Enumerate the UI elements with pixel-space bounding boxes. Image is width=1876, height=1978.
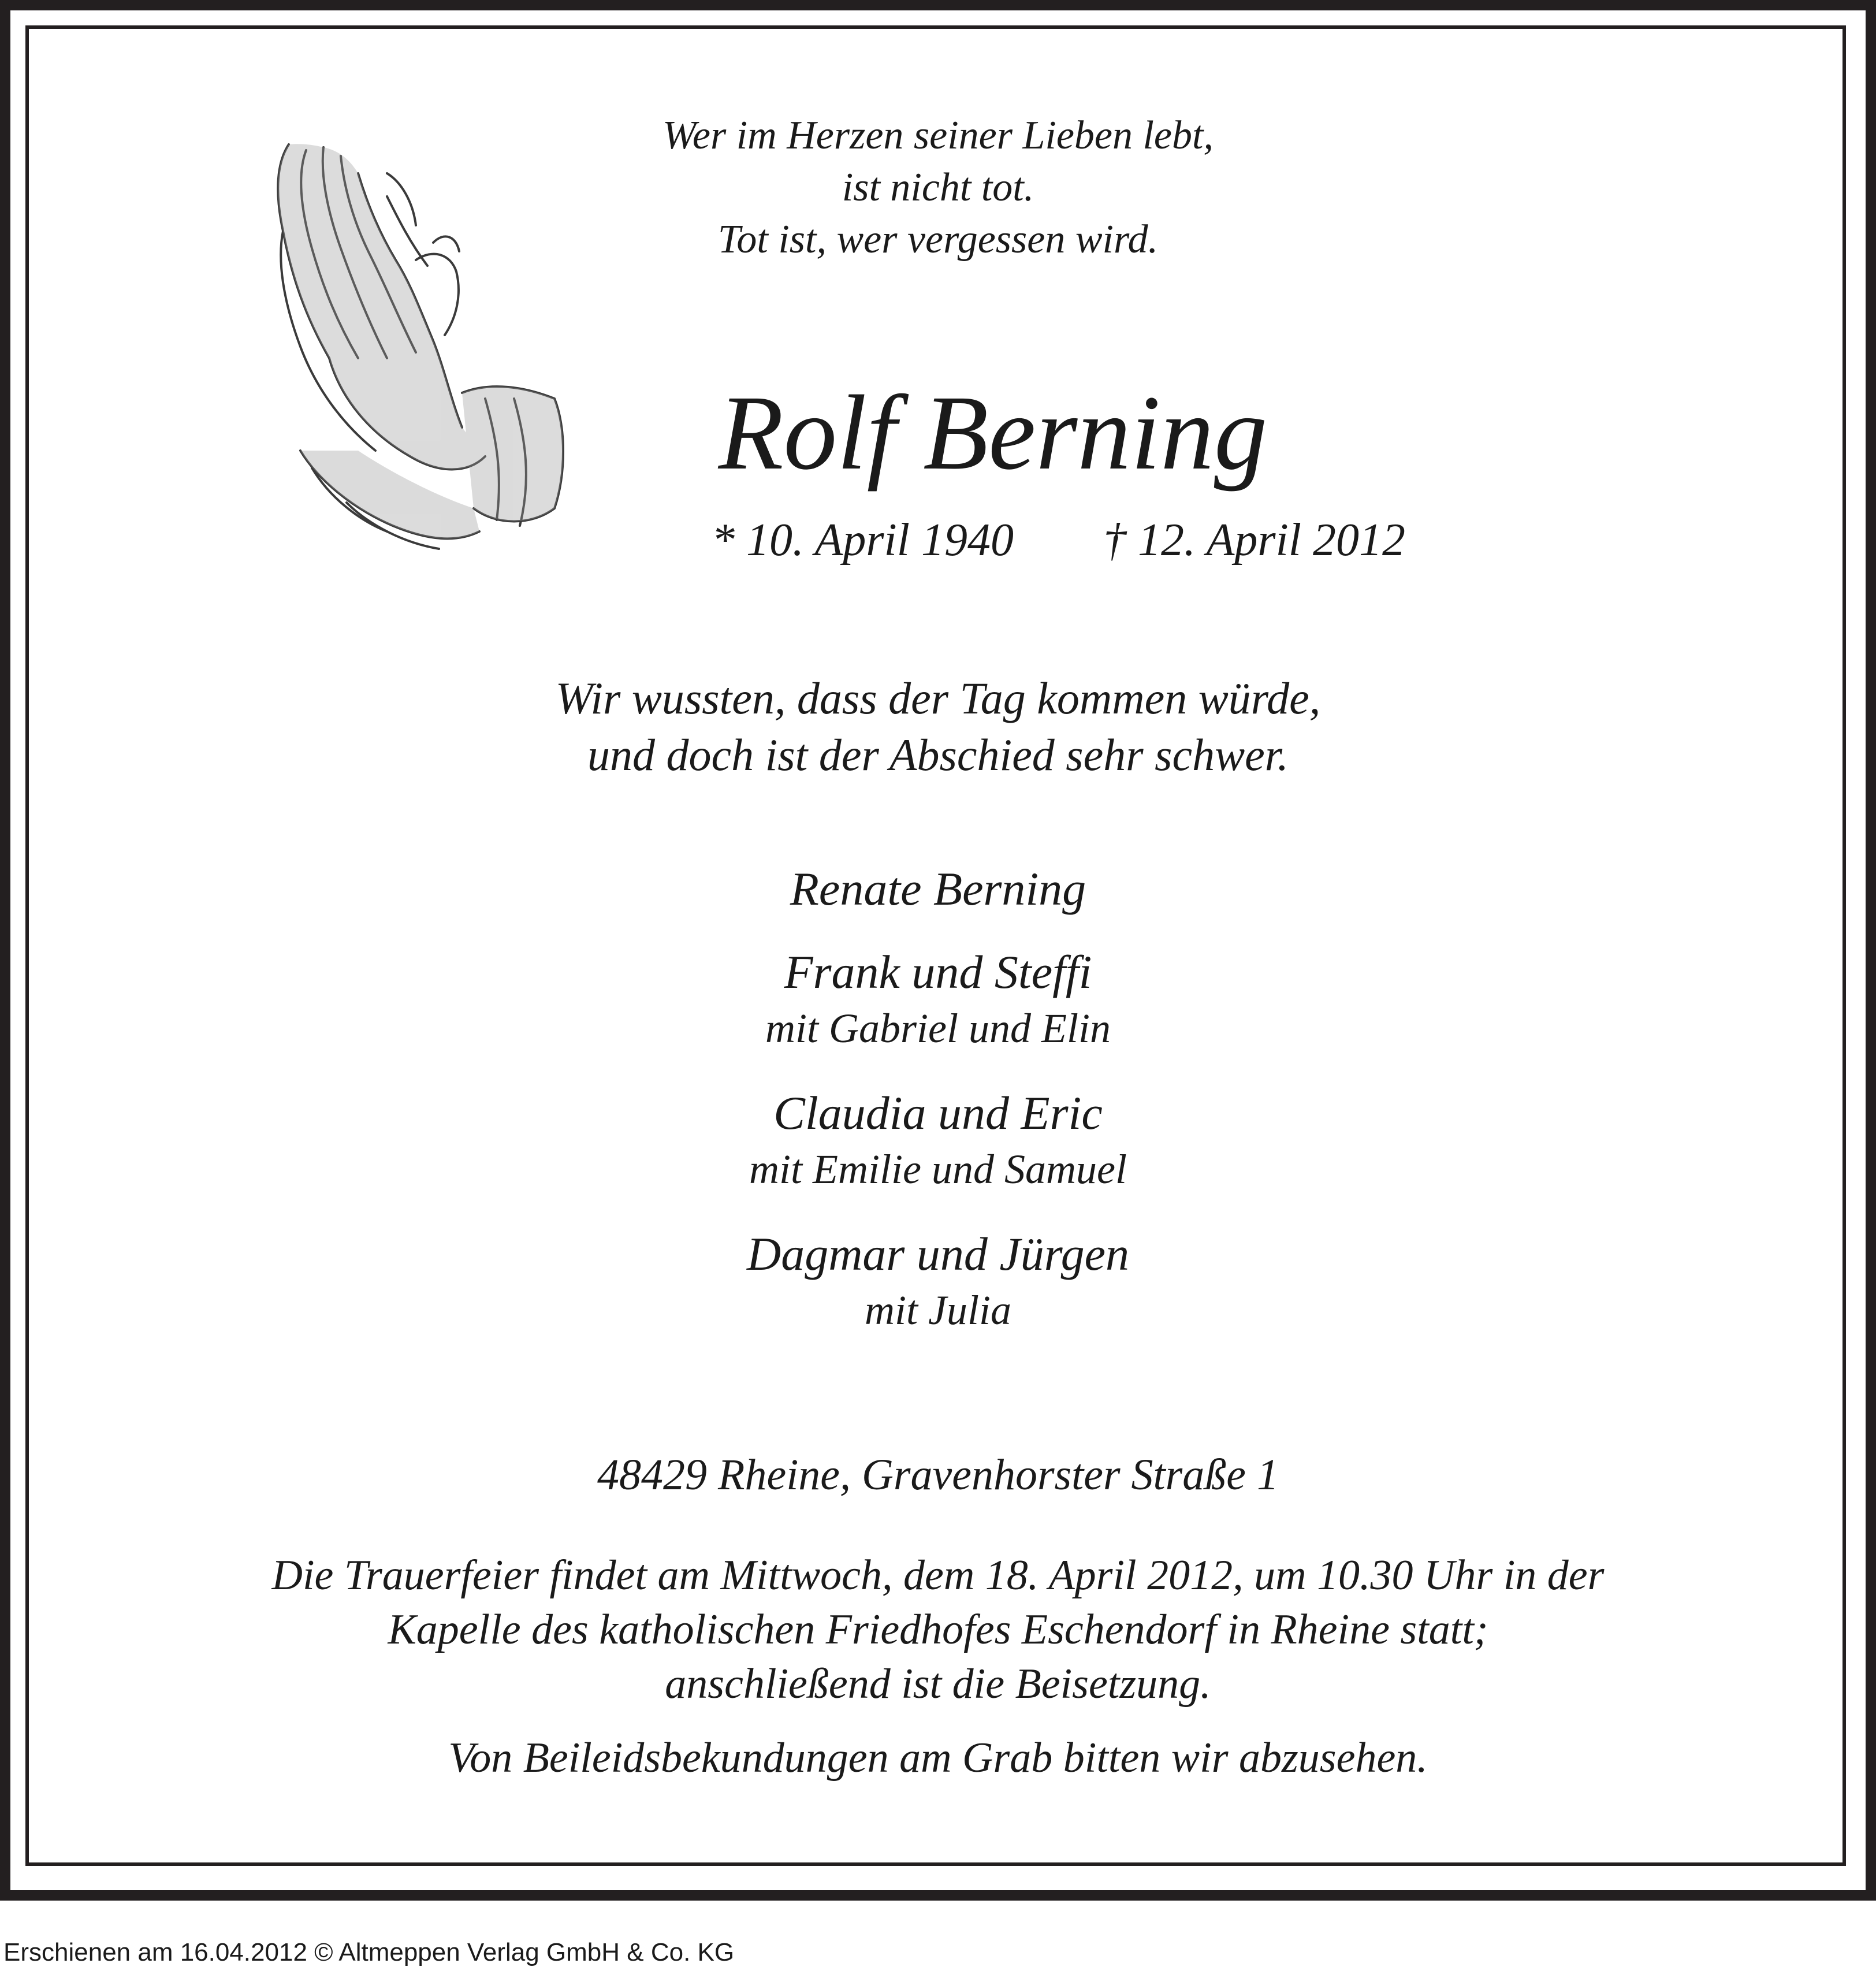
quote-line: und doch ist der Abschied sehr schwer. <box>587 730 1289 780</box>
family-list <box>0 860 1876 919</box>
condolence-note: Von Beileidsbekundungen am Grab bitten wir abzusehen. <box>448 1734 1428 1782</box>
deceased-name: Rolf Berning <box>718 374 1268 492</box>
service-info <box>0 1548 1876 1711</box>
family-children: mit Julia <box>865 1287 1011 1333</box>
motto-line: Wer im Herzen seiner Lieben lebt, <box>662 113 1214 158</box>
death-date: † 12. April 2012 <box>1103 515 1406 566</box>
quote-line: Wir wussten, dass der Tag kommen würde, <box>555 673 1321 723</box>
family-member: Claudia und Eric <box>773 1087 1103 1139</box>
family-group <box>0 943 1876 1055</box>
motto-line: ist nicht tot. <box>842 165 1034 210</box>
family-children: mit Gabriel und Elin <box>765 1005 1111 1051</box>
motto <box>0 110 1876 266</box>
farewell-quote <box>0 670 1876 783</box>
family-group <box>0 1084 1876 1196</box>
birth-date: * 10. April 1940 <box>712 515 1014 566</box>
motto-line: Tot ist, wer vergessen wird. <box>717 217 1159 262</box>
publication-footer: Erschienen am 16.04.2012 © Altmeppen Verlag GmbH & Co. KG <box>3 1938 735 1966</box>
family-member: Renate Berning <box>790 862 1086 915</box>
service-line: Die Trauerfeier findet am Mittwoch, dem 18. April 2012, um 10.30 Uhr in der <box>271 1552 1605 1599</box>
address: 48429 Rheine, Gravenhorster Straße 1 <box>597 1451 1279 1499</box>
family-group <box>0 1225 1876 1337</box>
service-line: Kapelle des katholischen Friedhofes Eschendorf in Rheine statt; <box>388 1606 1488 1653</box>
family-member: Dagmar und Jürgen <box>746 1228 1129 1280</box>
service-line: anschließend ist die Beisetzung. <box>665 1660 1211 1708</box>
family-children: mit Emilie und Samuel <box>749 1146 1127 1192</box>
family-member: Frank und Steffi <box>784 946 1092 998</box>
